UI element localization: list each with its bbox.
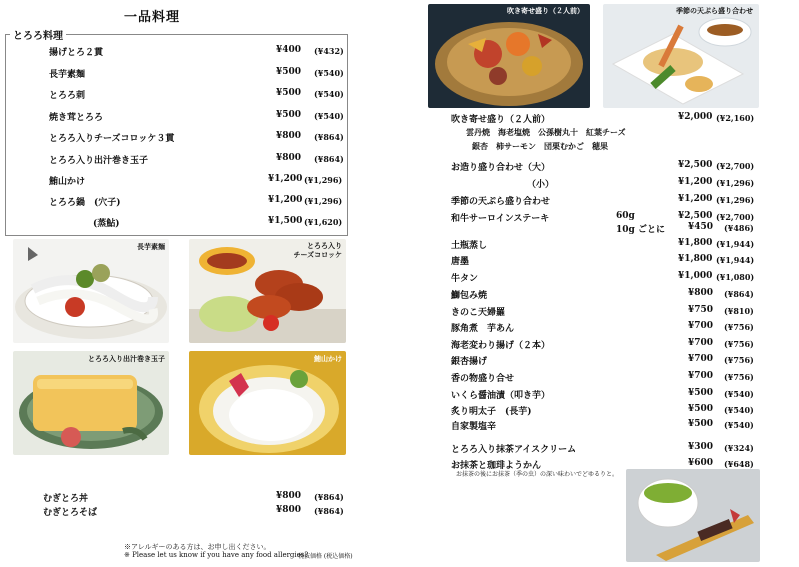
menu-item-price: ¥500 xyxy=(688,404,714,414)
menu-item-name: いくら醤油漬（叩き芋） xyxy=(451,391,551,401)
menu-item-name: 炙り明太子 (長芋) xyxy=(451,407,532,417)
menu-item-name: きのこ天婦羅 xyxy=(451,308,506,318)
steak-price-2: ¥450 xyxy=(688,222,714,232)
steak-size-1: 60g xyxy=(616,211,635,221)
croquette-photo xyxy=(189,239,346,343)
menu-item-price: ¥1,500 xyxy=(268,216,303,226)
menu-item-name: 鮪山かけ xyxy=(49,177,86,187)
menu-item-price: ¥800 xyxy=(688,288,714,298)
menu-item-name: 銀杏揚げ xyxy=(451,357,488,367)
menu-item-name: とろろ刺 xyxy=(49,91,86,101)
menu-item-tax: (¥540) xyxy=(314,89,344,99)
menu-item-tax: (¥1,944) xyxy=(716,239,755,249)
toro-section-label: とろろ料理 xyxy=(10,27,66,42)
menu-item-price: ¥1,200 xyxy=(678,177,713,187)
photo-caption: とろろ入り チーズコロッケ xyxy=(293,241,342,259)
steak-tax-2: (¥486) xyxy=(724,223,754,233)
menu-item-name: 和牛サーロインステーキ xyxy=(451,214,550,224)
menu-item-name: 土瓶蒸し xyxy=(451,241,488,251)
allergy-note-jp: ※アレルギーのある方は、お申し出ください。 xyxy=(124,543,271,551)
menu-item-tax: (¥864) xyxy=(314,132,344,142)
menu-item-price: ¥800 xyxy=(276,505,302,515)
menu-item-price: ¥500 xyxy=(276,67,302,77)
menu-item-price: ¥300 xyxy=(688,442,714,452)
menu-item-tax: (¥648) xyxy=(724,459,754,469)
menu-item-price: ¥800 xyxy=(276,491,302,501)
menu-item-price: ¥500 xyxy=(276,88,302,98)
photo-caption: 鮪山かけ xyxy=(314,354,342,363)
menu-item-name: 自家製塩辛 xyxy=(451,422,497,432)
menu-item-tax: (¥1,080) xyxy=(716,272,755,282)
menu-item-tax: (¥756) xyxy=(724,339,754,349)
photo-caption: 長芋素麺 xyxy=(137,242,165,251)
menu-item-price: ¥1,200 xyxy=(268,174,303,184)
photo-caption: 吹き寄せ盛り（２人前） xyxy=(507,6,584,15)
fukiyose-contents-1: 雲丹焼 海老塩焼 公孫樹丸十 紅葉チーズ xyxy=(466,127,626,137)
menu-item-tax: (¥1,296) xyxy=(304,196,343,206)
menu-item-price: ¥500 xyxy=(688,419,714,429)
menu-item-price: ¥800 xyxy=(276,153,302,163)
menu-item-price: ¥700 xyxy=(688,371,714,381)
menu-item-tax: (¥1,296) xyxy=(716,178,755,188)
menu-item-price: ¥400 xyxy=(276,45,302,55)
menu-item-name: とろろ入り抹茶アイスクリーム xyxy=(451,445,577,455)
menu-item-tax: (¥540) xyxy=(314,111,344,121)
fukiyose-contents-2: 銀杏 柿サーモン 団栗むかご 穂果 xyxy=(472,141,608,151)
menu-item-tax: (¥540) xyxy=(724,405,754,415)
menu-item-name: お造り盛り合わせ（大） xyxy=(451,163,551,173)
menu-item-price: ¥1,200 xyxy=(268,195,303,205)
menu-item-price: ¥700 xyxy=(688,338,714,348)
menu-item-price: ¥750 xyxy=(688,305,714,315)
menu-item-name: 香の物盛り合せ xyxy=(451,374,515,384)
photo-caption: 季節の天ぷら盛り合わせ xyxy=(676,6,753,15)
menu-item-price: ¥1,800 xyxy=(678,254,713,264)
menu-item-name: とろろ鍋 (穴子) xyxy=(49,198,121,208)
menu-item-name: 豚角煮 芋あん xyxy=(451,324,515,334)
menu-item-tax: (¥756) xyxy=(724,372,754,382)
menu-item-tax: (¥756) xyxy=(724,322,754,332)
menu-item-price: ¥700 xyxy=(688,354,714,364)
menu-item-price: ¥1,800 xyxy=(678,238,713,248)
menu-item-tax: (¥864) xyxy=(314,154,344,164)
menu-item-price: ¥1,200 xyxy=(678,194,713,204)
menu-item-name: (蒸鮎) xyxy=(93,219,120,229)
menu-item-name: 季節の天ぷら盛り合わせ xyxy=(451,197,551,207)
menu-item-tax: (¥2,700) xyxy=(716,161,755,171)
menu-item-price: ¥2,500 xyxy=(678,160,713,170)
menu-item-name: （小） xyxy=(527,180,555,190)
menu-item-tax: (¥756) xyxy=(724,355,754,365)
dashimaki-photo xyxy=(13,351,169,455)
page-title: 一品料理 xyxy=(124,10,181,25)
menu-item-tax: (¥1,620) xyxy=(304,217,343,227)
menu-item-price: ¥1,000 xyxy=(678,271,713,281)
menu-item-tax: (¥864) xyxy=(314,506,344,516)
menu-item-name: 海老変わり揚げ（２本） xyxy=(451,341,551,351)
menu-item-price: ¥500 xyxy=(276,110,302,120)
menu-item-tax: (¥864) xyxy=(724,289,754,299)
menu-item-price: ¥800 xyxy=(276,131,302,141)
fukiyose-name: 吹き寄せ盛り（２人前） xyxy=(451,115,551,125)
menu-item-tax: (¥324) xyxy=(724,443,754,453)
menu-item-tax: (¥1,296) xyxy=(716,195,755,205)
menu-item-tax: (¥2,700) xyxy=(716,212,755,222)
menu-item-name: 唐墨 xyxy=(451,257,470,267)
menu-item-name: むぎとろ丼 xyxy=(43,494,89,504)
fukiyose-price: ¥2,000 xyxy=(678,112,713,122)
menu-item-name: 鰤包み焼 xyxy=(451,291,488,301)
menu-item-name: 揚げとろ２貫 xyxy=(49,48,104,58)
tax-note: 税抜価格 (税込価格) xyxy=(298,553,353,560)
menu-item-name: お抹茶と珈琲ようかん xyxy=(451,461,542,471)
menu-item-tax: (¥432) xyxy=(314,46,344,56)
photo-caption: とろろ入り出汁巻き玉子 xyxy=(88,354,165,363)
matcha-photo xyxy=(626,469,760,562)
menu-item-price: ¥2,500 xyxy=(678,211,713,221)
menu-item-tax: (¥540) xyxy=(314,68,344,78)
fukiyose-photo xyxy=(428,4,590,108)
fukiyose-tax: (¥2,160) xyxy=(716,113,755,123)
yamakake-photo xyxy=(189,351,346,455)
tempura-photo xyxy=(603,4,759,108)
menu-item-tax: (¥810) xyxy=(724,306,754,316)
steak-size-2: 10g ごとに xyxy=(616,225,665,235)
menu-item-price: ¥700 xyxy=(688,321,714,331)
menu-item-name: 長芋素麺 xyxy=(49,70,86,80)
menu-item-tax: (¥540) xyxy=(724,389,754,399)
menu-item-tax: (¥1,296) xyxy=(304,175,343,185)
allergy-note-en: ※ Please let us know if you have any food allergies? xyxy=(124,551,309,559)
menu-item-name: むぎとろそば xyxy=(43,508,98,518)
menu-item-name: 焼き茸とろろ xyxy=(49,113,104,123)
menu-item-tax: (¥540) xyxy=(724,420,754,430)
nagaimo-somen-photo xyxy=(13,239,169,343)
menu-item-tax: (¥1,944) xyxy=(716,255,755,265)
menu-item-name: とろろ入り出汁巻き玉子 xyxy=(49,156,149,166)
matcha-note: お抹茶の後にお抹茶（季の虫）の深い味わいでどゆるりと。 xyxy=(456,471,619,478)
menu-item-name: とろろ入りチーズコロッケ３貫 xyxy=(49,134,175,144)
menu-item-tax: (¥864) xyxy=(314,492,344,502)
menu-item-price: ¥500 xyxy=(688,388,714,398)
menu-item-price: ¥600 xyxy=(688,458,714,468)
menu-item-name: 牛タン xyxy=(451,274,479,284)
